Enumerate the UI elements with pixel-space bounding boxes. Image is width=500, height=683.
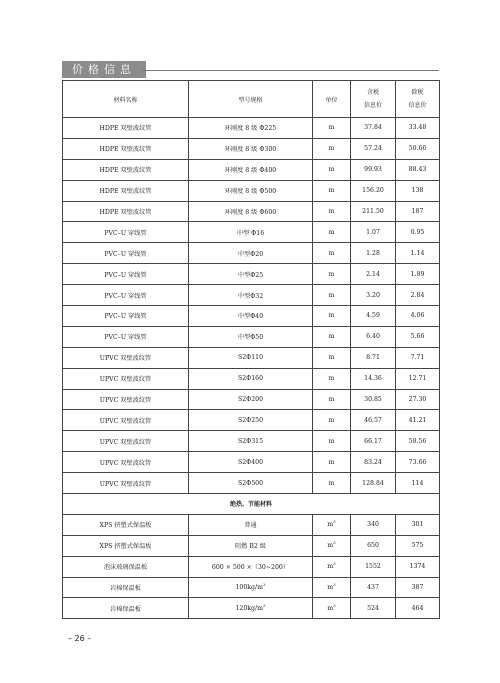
page-number: – 26 – [68, 634, 92, 643]
cell-tax-included: 211.50 [351, 201, 396, 222]
cell-material-name: UPVC 双壁波纹管 [63, 347, 189, 368]
section-divider [142, 70, 439, 71]
cell-unit: m [313, 306, 351, 327]
cell-tax-included: 66.17 [351, 431, 396, 452]
header-tax-excluded: 除税 信息价 [396, 81, 440, 118]
cell-spec: S2Φ250 [189, 410, 313, 431]
table-row [63, 243, 440, 264]
cell-tax-excluded: 1.14 [396, 243, 440, 264]
table-row [63, 159, 440, 180]
cell-unit: $m^3$ [313, 535, 351, 556]
cell-material-name: UPVC 双壁波纹管 [63, 473, 189, 494]
cell-spec: 600 × 500 ×（30~200） [189, 556, 313, 577]
table-row [63, 410, 440, 431]
cell-tax-included: 1552 [351, 556, 396, 577]
cell-tax-excluded: 575 [396, 535, 440, 556]
cell-unit: m [313, 452, 351, 473]
cell-spec: 中型Φ50 [189, 326, 313, 347]
cell-spec: S2Φ315 [189, 431, 313, 452]
table-row [63, 598, 440, 619]
cell-spec: 中型 Φ16 [189, 222, 313, 243]
cell-spec: 环刚度 8 级 Φ300 [189, 138, 313, 159]
cell-tax-included: 37.84 [351, 118, 396, 139]
cell-spec: $120kg/m^3$ [189, 598, 313, 619]
cell-spec: S2Φ500 [189, 473, 313, 494]
cell-tax-included: 650 [351, 535, 396, 556]
cell-material-name: PVC–U 穿线管 [63, 326, 189, 347]
cell-unit: m [313, 431, 351, 452]
cell-unit: m [313, 138, 351, 159]
cell-unit: m [313, 201, 351, 222]
cell-material-name: UPVC 双壁波纹管 [63, 452, 189, 473]
cell-tax-included: 3.20 [351, 285, 396, 306]
cell-material-name: 岩棉保温板 [63, 577, 189, 598]
cell-tax-included: 30.85 [351, 389, 396, 410]
cell-tax-excluded: 464 [396, 598, 440, 619]
cell-material-name: PVC–U 穿线管 [63, 222, 189, 243]
cell-tax-included: 4.59 [351, 306, 396, 327]
cell-spec: 环刚度 8 级 Φ500 [189, 180, 313, 201]
table-row [63, 577, 440, 598]
cell-unit: m [313, 118, 351, 139]
cell-tax-excluded: 41.21 [396, 410, 440, 431]
cell-spec: 环刚度 8 级 Φ225 [189, 118, 313, 139]
cell-unit: m [313, 473, 351, 494]
table-header-row [63, 81, 440, 118]
cell-material-name: PVC–U 穿线管 [63, 264, 189, 285]
cell-unit: m [313, 180, 351, 201]
header-spec: 型号规格 [189, 81, 313, 118]
cell-tax-excluded: 50.66 [396, 138, 440, 159]
price-table [62, 80, 440, 619]
cell-tax-included: 99.93 [351, 159, 396, 180]
cell-tax-excluded: 27.30 [396, 389, 440, 410]
table-row [63, 347, 440, 368]
cell-tax-included: 46.57 [351, 410, 396, 431]
cell-tax-excluded: 1374 [396, 556, 440, 577]
cell-spec: 环刚度 8 级 Φ400 [189, 159, 313, 180]
cell-spec: 环刚度 8 级 Φ600 [189, 201, 313, 222]
table-row [63, 535, 440, 556]
cell-material-name: HDPE 双壁波纹管 [63, 159, 189, 180]
cell-tax-included: 57.24 [351, 138, 396, 159]
table-row [63, 180, 440, 201]
cell-unit: m [313, 243, 351, 264]
table-row [63, 201, 440, 222]
cell-material-name: PVC–U 穿线管 [63, 285, 189, 306]
cell-tax-included: 128.84 [351, 473, 396, 494]
cell-tax-excluded: 33.48 [396, 118, 440, 139]
cell-spec: 中型Φ32 [189, 285, 313, 306]
cell-tax-excluded: 301 [396, 514, 440, 535]
cell-tax-excluded: 0.95 [396, 222, 440, 243]
cell-unit: m [313, 347, 351, 368]
cell-tax-excluded: 73.66 [396, 452, 440, 473]
table-row [63, 389, 440, 410]
table-row [63, 556, 440, 577]
cell-spec: 阻燃 B2 级 [189, 535, 313, 556]
cell-unit: m [313, 326, 351, 347]
cell-unit: $m^3$ [313, 598, 351, 619]
cell-material-name: HDPE 双壁波纹管 [63, 180, 189, 201]
cell-spec: S2Φ400 [189, 452, 313, 473]
cell-unit: $m^3$ [313, 577, 351, 598]
cell-material-name: PVC–U 穿线管 [63, 306, 189, 327]
header-unit: 单位 [313, 81, 351, 118]
cell-tax-excluded: 12.71 [396, 368, 440, 389]
cell-tax-included: 14.36 [351, 368, 396, 389]
cell-tax-excluded: 5.66 [396, 326, 440, 347]
cell-spec: 中型Φ40 [189, 306, 313, 327]
table-row [63, 514, 440, 535]
cell-tax-included: 524 [351, 598, 396, 619]
cell-material-name: UPVC 双壁波纹管 [63, 389, 189, 410]
cell-spec: S2Φ160 [189, 368, 313, 389]
cell-material-name: XPS 挤塑式保温板 [63, 514, 189, 535]
cell-material-name: HDPE 双壁波纹管 [63, 201, 189, 222]
cell-unit: m [313, 368, 351, 389]
cell-tax-included: 6.40 [351, 326, 396, 347]
cell-unit: m [313, 222, 351, 243]
section-title: 价格信息 [62, 61, 146, 78]
cell-tax-excluded: 187 [396, 201, 440, 222]
cell-unit: m [313, 389, 351, 410]
cell-unit: m [313, 159, 351, 180]
table-row [63, 285, 440, 306]
cell-material-name: HDPE 双壁波纹管 [63, 138, 189, 159]
cell-unit: m [313, 410, 351, 431]
cell-unit: $m^3$ [313, 556, 351, 577]
table-row [63, 138, 440, 159]
cell-spec: S2Φ110 [189, 347, 313, 368]
cell-material-name: XPS 挤塑式保温板 [63, 535, 189, 556]
cell-tax-included: 2.14 [351, 264, 396, 285]
cell-tax-excluded: 58.56 [396, 431, 440, 452]
cell-unit: m [313, 264, 351, 285]
cell-tax-excluded: 138 [396, 180, 440, 201]
cell-material-name: UPVC 双壁波纹管 [63, 431, 189, 452]
header-material-name: 材料名称 [63, 81, 189, 118]
cell-spec: S2Φ200 [189, 389, 313, 410]
table-row [63, 118, 440, 139]
table-row [63, 264, 440, 285]
cell-tax-excluded: 114 [396, 473, 440, 494]
cell-tax-excluded: 88.43 [396, 159, 440, 180]
header-tax-included: 含税 信息价 [351, 81, 396, 118]
cell-tax-excluded: 2.84 [396, 285, 440, 306]
table-row [63, 368, 440, 389]
cell-tax-included: 8.71 [351, 347, 396, 368]
cell-unit: $m^3$ [313, 514, 351, 535]
cell-tax-included: 1.28 [351, 243, 396, 264]
cell-material-name: UPVC 双壁波纹管 [63, 368, 189, 389]
cell-material-name: 泡沫玻璃保温板 [63, 556, 189, 577]
cell-unit: m [313, 285, 351, 306]
cell-tax-excluded: 1.89 [396, 264, 440, 285]
table-row [63, 473, 440, 494]
cell-spec: 中型Φ25 [189, 264, 313, 285]
cell-material-name: PVC–U 穿线管 [63, 243, 189, 264]
cell-tax-included: 340 [351, 514, 396, 535]
cell-tax-excluded: 7.71 [396, 347, 440, 368]
cell-spec: 普通 [189, 514, 313, 535]
cell-tax-excluded: 387 [396, 577, 440, 598]
category-row [63, 494, 440, 515]
cell-spec: 中型Φ20 [189, 243, 313, 264]
cell-material-name: 岩棉保温板 [63, 598, 189, 619]
table-row [63, 431, 440, 452]
cell-material-name: HDPE 双壁波纹管 [63, 118, 189, 139]
cell-material-name: UPVC 双壁波纹管 [63, 410, 189, 431]
cell-tax-included: 1.07 [351, 222, 396, 243]
table-row [63, 222, 440, 243]
table-row [63, 306, 440, 327]
cell-tax-included: 83.24 [351, 452, 396, 473]
cell-tax-excluded: 4.06 [396, 306, 440, 327]
category-label: 绝热、节能材料 [63, 494, 440, 515]
cell-spec: $100kg/m^3$ [189, 577, 313, 598]
section-header [62, 61, 146, 78]
table-row [63, 452, 440, 473]
cell-tax-included: 437 [351, 577, 396, 598]
table-row [63, 326, 440, 347]
cell-tax-included: 156.20 [351, 180, 396, 201]
